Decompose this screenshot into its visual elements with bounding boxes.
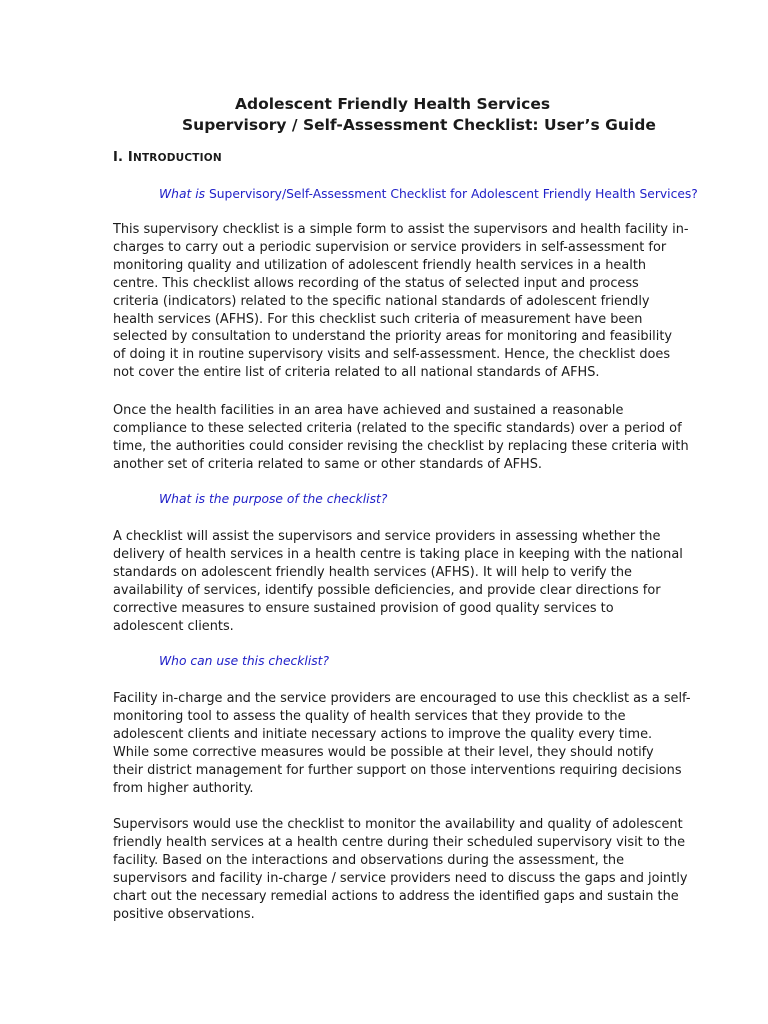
paragraph-line: availability of services, identify possible deficiencies, and provide clear directions for	[113, 582, 661, 598]
paragraph-line: Supervisors would use the checklist to monitor the availability and quality of adolescent	[113, 817, 683, 832]
paragraph-line: delivery of health services in a health centre is taking place in keeping with the national	[113, 546, 683, 562]
paragraph-line: selected by consultation to understand the priority areas for monitoring and feasibility	[113, 329, 673, 345]
paragraph-line: health services (AFHS). For this checklist such criteria of measurement have been	[113, 311, 643, 327]
paragraph-line: friendly health services at a health centre during their scheduled supervisory visit to the	[113, 834, 685, 850]
paragraph-line: chart out the necessary remedial actions to address the identified gaps and sustain the	[113, 888, 679, 904]
paragraph-line: monitoring quality and utilization of adolescent friendly health services in a health	[113, 257, 647, 273]
paragraph-line: charges to carry out a periodic supervision or service providers in self-assessment for	[113, 239, 667, 255]
paragraph-line: compliance to these selected criteria (related to the specific standards) over a period of	[113, 420, 682, 436]
question-text: What is the purpose of the checklist?	[159, 492, 388, 506]
document-title-line-1: Adolescent Friendly Health Services	[235, 95, 551, 113]
section-number: I.	[113, 150, 128, 165]
paragraph-5	[113, 816, 688, 923]
document-title-line-2: Supervisory / Self-Assessment Checklist: User’s Guide	[182, 116, 656, 134]
question-text: Who can use this checklist?	[159, 654, 329, 668]
paragraph-line: positive observations.	[113, 906, 255, 922]
paragraph-4	[113, 690, 691, 797]
paragraph-line: criteria (indicators) related to the specific national standards of adolescent friendly	[113, 293, 650, 309]
paragraph-line: A checklist will assist the supervisors and service providers in assessing whether the	[113, 529, 661, 544]
paragraph-line: This supervisory checklist is a simple form to assist the supervisors and health facility in-	[113, 222, 689, 237]
paragraph-line: supervisors and facility in-charge / service providers need to discuss the gaps and jointly	[113, 870, 688, 886]
paragraph-line: standards on adolescent friendly health services (AFHS). It will help to verify the	[113, 564, 632, 580]
paragraph-line: facility. Based on the interactions and observations during the assessment, the	[113, 852, 625, 868]
question-who-can-use	[159, 654, 329, 668]
paragraph-line: another set of criteria related to same or other standards of AFHS.	[113, 456, 543, 472]
paragraph-line: Once the health facilities in an area have achieved and sustained a reasonable	[113, 403, 624, 418]
paragraph-3	[113, 528, 683, 635]
paragraph-line: adolescent clients.	[113, 618, 234, 634]
paragraph-line: not cover the entire list of criteria related to all national standards of AFHS.	[113, 365, 600, 381]
section-heading-initial: I	[127, 150, 133, 165]
paragraph-line: of doing it in routine supervisory visits and self-assessment. Hence, the checklist does	[113, 347, 671, 363]
paragraph-line: from higher authority.	[113, 780, 254, 796]
section-heading-introduction	[113, 150, 222, 165]
paragraph-line: adolescent clients and initiate necessary actions to improve the quality every time.	[113, 726, 653, 742]
question-purpose	[159, 492, 387, 506]
question-italic-part: What is	[159, 187, 206, 201]
paragraph-line: While some corrective measures would be possible at their level, they should notify	[113, 744, 654, 760]
paragraph-2	[113, 402, 689, 474]
paragraph-line: time, the authorities could consider revising the checklist by replacing these criteria with	[113, 438, 689, 454]
paragraph-1	[113, 221, 689, 382]
paragraph-line: corrective measures to ensure sustained provision of good quality services to	[113, 600, 614, 616]
question-rest-part: Supervisory/Self-Assessment Checklist for Adolescent Friendly Health Services?	[205, 187, 698, 201]
paragraph-line: Facility in-charge and the service providers are encouraged to use this checklist as a self-	[113, 691, 691, 706]
section-heading-rest: NTRODUCTION	[132, 152, 222, 164]
paragraph-line: monitoring tool to assess the quality of health services that they provide to the	[113, 708, 626, 724]
question-what-is-checklist	[159, 187, 698, 201]
paragraph-line: their district management for further support on those interventions requiring decisions	[113, 762, 682, 778]
paragraph-line: centre. This checklist allows recording of the status of selected input and process	[113, 275, 639, 291]
